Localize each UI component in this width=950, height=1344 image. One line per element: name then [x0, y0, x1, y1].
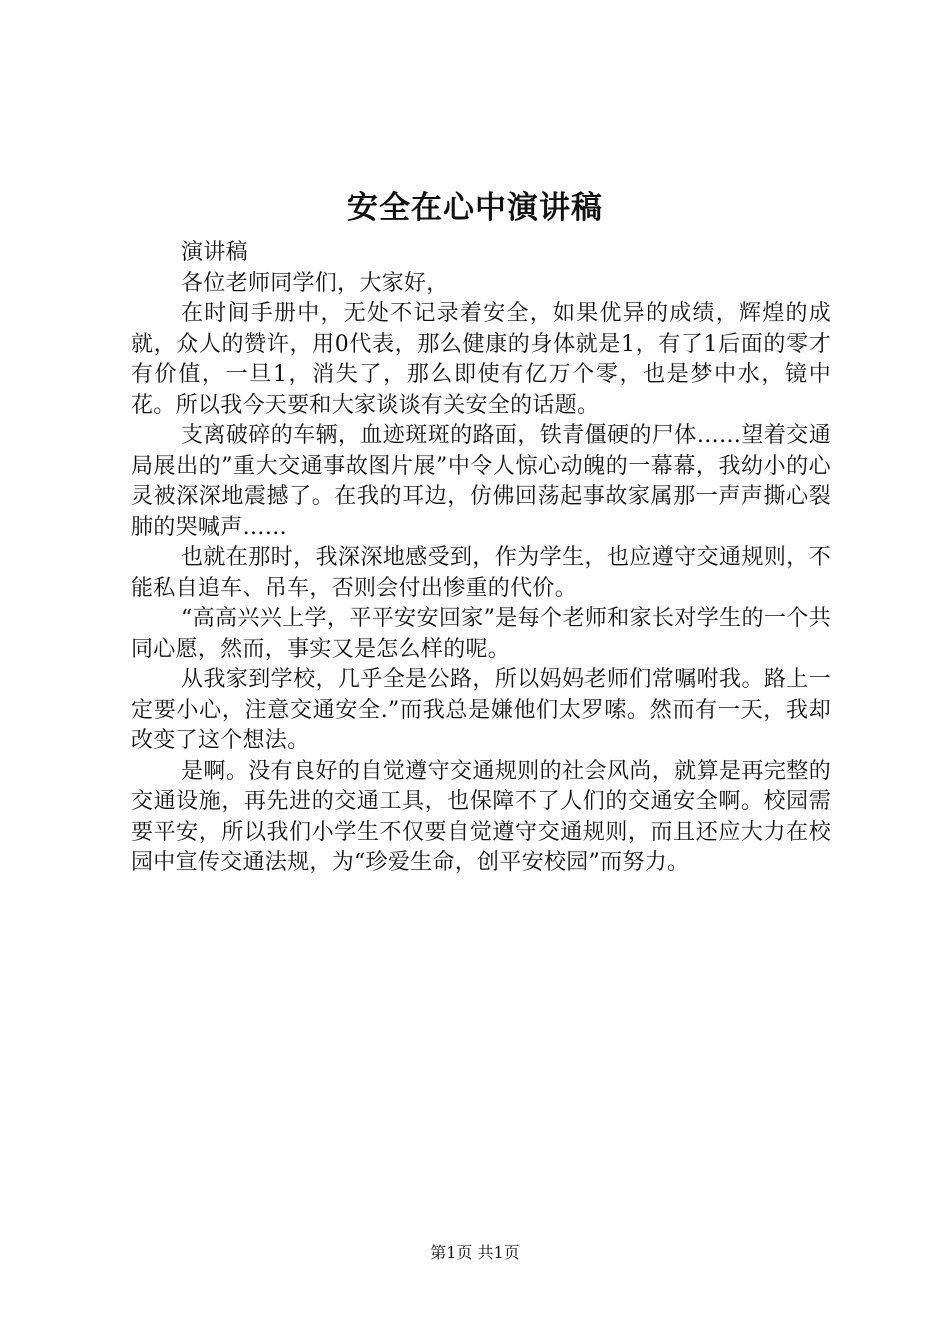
document-body	[131, 238, 831, 879]
paragraph: 支离破碎的车辆，血迹斑斑的路面，铁青僵硬的尸体……望着交通局展出的”重大交通事故图片展”中令人惊心动魄的一幕幕，我幼小的心灵被深深地震撼了。在我的耳边，仿佛回荡起事故家属那一声声撕心裂肺的哭喊声……	[131, 423, 831, 540]
paragraph: 是啊。没有良好的自觉遵守交通规则的社会风尚，就算是再完整的交通设施，再先进的交通工具，也保障不了人们的交通安全啊。校园需要平安，所以我们小学生不仅要自觉遵守交通规则，而且还应大力在校园中宣传交通法规，为“珍爱生命，创平安校园”而努力。	[131, 758, 831, 875]
paragraph-heading: 演讲稿	[181, 240, 248, 265]
document-title: 安全在心中演讲稿	[347, 190, 603, 226]
paragraph: 从我家到学校，几乎全是公路，所以妈妈老师们常嘱咐我。路上一定要小心，注意交通安全.”而我总是嫌他们太罗嗦。然而有一天，我却改变了这个想法。	[131, 667, 831, 753]
paragraph: 在时间手册中，无处不记录着安全，如果优异的成绩，辉煌的成就，众人的赞许，用0代表，那么健康的身体就是1，有了1后面的零才有价值，一旦1，消失了，那么即使有亿万个零，也是梦中水，镜中花。所以我今天要和大家谈谈有关安全的话题。	[131, 301, 831, 418]
paragraph: “高高兴兴上学，平平安安回家”是每个老师和家长对学生的一个共同心愿，然而，事实又是怎么样的呢。	[131, 606, 831, 662]
paragraph: 也就在那时，我深深地感受到，作为学生，也应遵守交通规则，不能私自追车、吊车，否则会付出惨重的代价。	[131, 545, 831, 601]
paragraph-greeting: 各位老师同学们，大家好，	[181, 270, 449, 296]
page-footer: 第1页 共1页	[430, 1243, 520, 1262]
